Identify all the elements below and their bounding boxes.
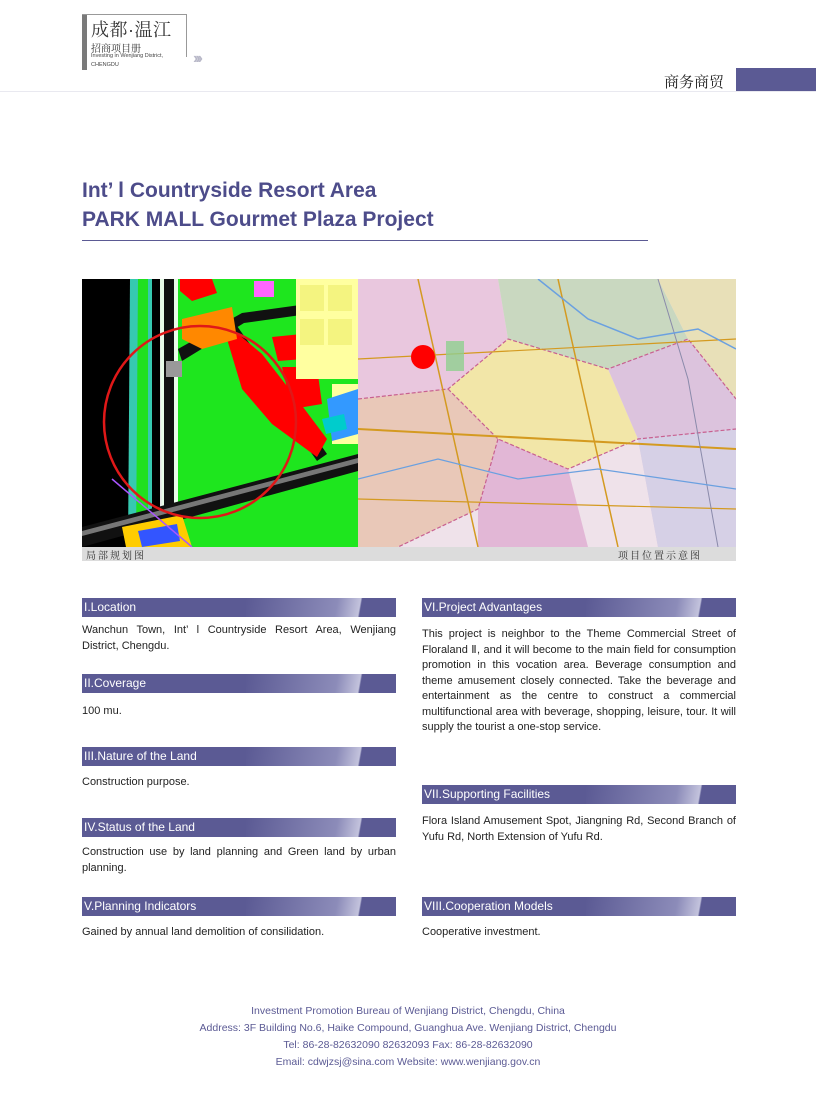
facilities-heading xyxy=(422,785,736,804)
cooperation-heading xyxy=(422,897,736,916)
contact-footer xyxy=(0,1003,816,1071)
footer-phone: Tel: 86-28-82632090 82632093 Fax: 86-28-82632090 xyxy=(283,1039,533,1051)
location-map-graphic xyxy=(358,279,736,547)
nature-text: Construction purpose. xyxy=(82,776,190,788)
cooperation-heading-label: VIII.Cooperation Models xyxy=(424,899,553,913)
advantages-heading-label: VI.Project Advantages xyxy=(424,600,543,614)
location-heading xyxy=(82,598,396,617)
location-heading-label: I.Location xyxy=(84,600,137,614)
location-text: Wanchun Town, Int’ l Countryside Resort Area, Wenjiang District, Chengdu. xyxy=(82,624,396,652)
category-bar xyxy=(736,68,816,91)
footer-organization: Investment Promotion Bureau of Wenjiang District, Chengdu, China xyxy=(251,1005,565,1017)
logo-title: 成都·温江 xyxy=(91,20,172,40)
planning-heading xyxy=(82,897,396,916)
brand-logo xyxy=(82,14,192,70)
footer-email-website: Email: cdwjzsj@sina.com Website: www.wenjiang.gov.cn xyxy=(275,1056,541,1068)
status-text: Construction use by land planning and Green land by urban planning. xyxy=(82,846,396,874)
cooperation-text: Cooperative investment. xyxy=(422,926,541,938)
title-rule xyxy=(82,240,648,241)
facilities-heading-label: VII.Supporting Facilities xyxy=(424,787,551,801)
planning-map-graphic xyxy=(82,279,358,547)
coverage-text: 100 mu. xyxy=(82,705,122,717)
footer-address: Address: 3F Building No.6, Haike Compound, Guanghua Ave. Wenjiang District, Chengdu xyxy=(199,1022,617,1034)
advantages-text: This project is neighbor to the Theme Commercial Street of Floraland Ⅱ, and it will become to the main field for consumption promotion in this vocation area. Beverage consumption and theme amusement closely connected. Take the beverage and entertainment as the centre to construct a commercial multifunctional area with beverage, shopping, leisure, tour. It will supply the tourist a one-stop service. xyxy=(422,628,736,733)
title-line1: Int’ l Countryside Resort Area xyxy=(82,179,377,202)
left-map-caption: 局部规划图 xyxy=(86,551,146,562)
logo-english-line2: CHENGDU xyxy=(91,62,119,68)
page-title xyxy=(82,176,434,234)
coverage-heading xyxy=(82,674,396,693)
right-map-caption: 项目位置示意图 xyxy=(618,551,702,562)
planning-heading-label: V.Planning Indicators xyxy=(84,899,197,913)
nature-heading xyxy=(82,747,396,766)
advantages-heading xyxy=(422,598,736,617)
planning-text: Gained by annual land demolition of consilidation. xyxy=(82,926,325,938)
local-planning-map xyxy=(82,279,358,547)
logo-subtitle: 招商项目册 xyxy=(91,44,141,55)
nature-heading-label: III.Nature of the Land xyxy=(84,749,197,763)
status-heading xyxy=(82,818,396,837)
status-heading-label: IV.Status of the Land xyxy=(84,820,195,834)
category-label: 商务商贸 xyxy=(664,74,725,91)
chevrons-icon: ››› xyxy=(193,50,200,67)
title-line2: PARK MALL Gourmet Plaza Project xyxy=(82,208,434,231)
coverage-heading-label: II.Coverage xyxy=(84,676,147,690)
facilities-text: Flora Island Amusement Spot, Jiangning Rd, Second Branch of Yufu Rd, North Extension of Yufu Rd. xyxy=(422,815,736,843)
logo-english-line1: Investing in Wenjiang District, xyxy=(91,53,164,59)
header-divider xyxy=(0,91,816,92)
project-location-map xyxy=(358,279,736,547)
